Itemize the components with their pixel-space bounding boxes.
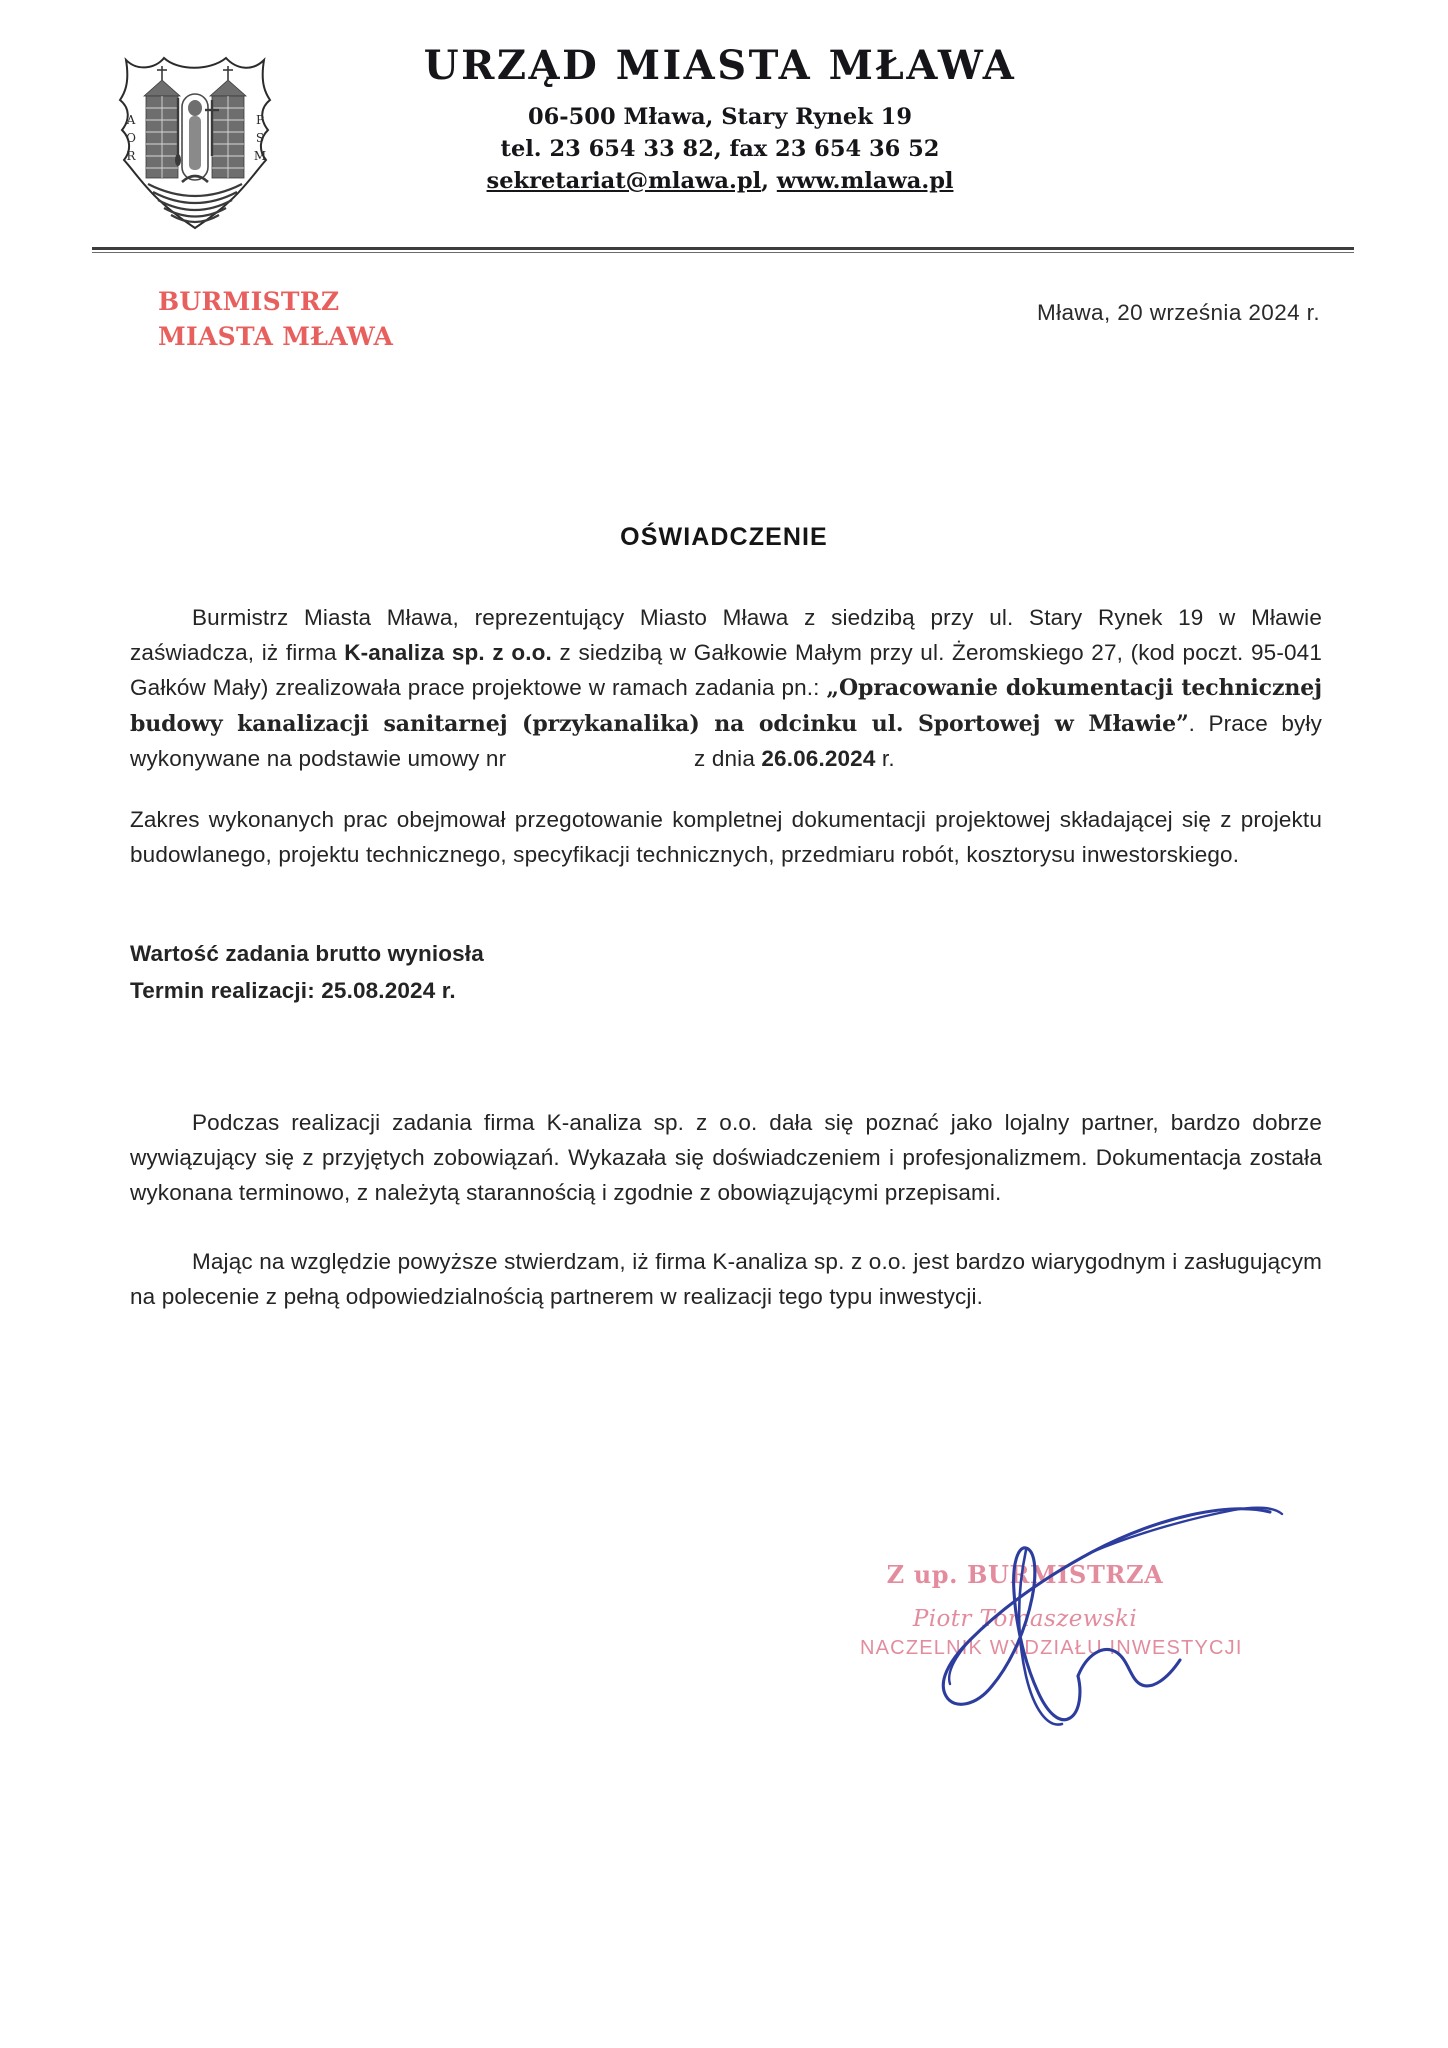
website-link[interactable]: www.mlawa.pl: [776, 167, 954, 194]
stamp-authority-line: Z up. BURMISTRZA: [886, 1560, 1164, 1589]
p1-segment-5: r.: [875, 745, 895, 771]
page-title: OŚWIADCZENIE: [620, 523, 828, 551]
office-designation-line2: MIASTA MŁAWA: [158, 321, 394, 351]
phone-line: tel. 23 654 33 82, fax 23 654 36 52: [500, 135, 940, 162]
p1-segment-3: . Prace były wykonywane na podstawie umowy nr: [130, 710, 1322, 771]
document-date: Mława, 20 września 2024 r.: [1036, 300, 1320, 325]
svg-text:R: R: [126, 149, 136, 163]
project-title: „Opracowanie dokumentacji technicznej budowy kanalizacji sanitarnej (przykanalika) na odcinku ul. Sportowej w Mławie”: [130, 675, 1322, 737]
p1-segment-4: z dnia: [687, 745, 762, 771]
svg-text:P: P: [255, 113, 265, 127]
p1-segment-1: Burmistrz Miasta Mława, reprezentujący Miasto Mława z siedzibą przy ul. Stary Rynek 19 w Mławie zaświadcza, iż firma: [130, 605, 1322, 666]
svg-text:A: A: [126, 113, 136, 127]
divider-thin-line: [92, 252, 1354, 253]
signature-area: [860, 1500, 1340, 1800]
organization-title: URZĄD MIASTA MŁAWA: [423, 42, 1017, 89]
company-name: K-analiza sp. z o.o.: [344, 640, 552, 666]
task-deadline-line: Termin realizacji: 25.08.2024 r.: [130, 977, 456, 1003]
stamp-signatory-name: Piotr Tomaszewski: [912, 1606, 1138, 1632]
contract-date: 26.06.2024: [761, 745, 876, 771]
organization-contact: [320, 102, 1120, 198]
mlawa-coat-of-arms-icon: [100, 38, 290, 233]
document-body: [130, 600, 1322, 1340]
email-separator: ,: [761, 167, 777, 194]
paragraph-scope: Zakres wykonanych prac obejmował przegotowanie kompletnej dokumentacji projektowej składającej się z projektu budowlanego, projektu technicznego, specyfikacji technicznych, przedmiaru robót, kosztorysu inwestorskiego.: [130, 806, 1322, 867]
letterhead-divider: [92, 247, 1354, 253]
letterhead: [0, 0, 1448, 250]
official-stamp: [860, 1560, 1243, 1660]
web-line: [320, 166, 1120, 198]
address-line: 06-500 Mława, Stary Rynek 19: [528, 104, 912, 130]
office-designation-line1: BURMISTRZ: [158, 287, 340, 316]
paragraph-recommendation: Mając na względzie powyższe stwierdzam, iż firma K-analiza sp. z o.o. jest bardzo wiarygodnym i zasługującym na polecenie z pełną odpowiedzialnością partnerem w realizacji tego typu inwestycji.: [130, 1249, 1322, 1310]
task-value-line: Wartość zadania brutto wyniosła: [130, 941, 484, 967]
task-summary-block: [130, 936, 1322, 1009]
paragraph-certification: [130, 600, 1322, 776]
stamp-signatory-title: NACZELNIK WYDZIAŁU INWESTYCJI: [860, 1637, 1243, 1659]
svg-text:O: O: [126, 131, 136, 145]
svg-text:M: M: [253, 149, 267, 163]
office-designation: [158, 285, 393, 354]
paragraph-evaluation: Podczas realizacji zadania firma K-analiza sp. z o.o. dała się poznać jako lojalny partner, bardzo dobrze wywiązujący się z przyjętych zobowiązań. Wykazała się doświadczeniem i profesjonalizmem. Dokumentacja została wykonana terminowo, z należytą starannością i zgodnie z obowiązującymi przepisami.: [130, 1109, 1322, 1206]
email-link[interactable]: sekretariat@mlawa.pl: [486, 167, 762, 194]
organization-block: [320, 44, 1120, 198]
p1-segment-2: z siedzibą w Gałkowie Małym przy ul. Żeromskiego 27, (kod poczt. 95-041 Gałków Mały) zrealizowała prace projektowe w ramach zadania pn.:: [130, 640, 1322, 701]
svg-text:S: S: [255, 131, 265, 145]
